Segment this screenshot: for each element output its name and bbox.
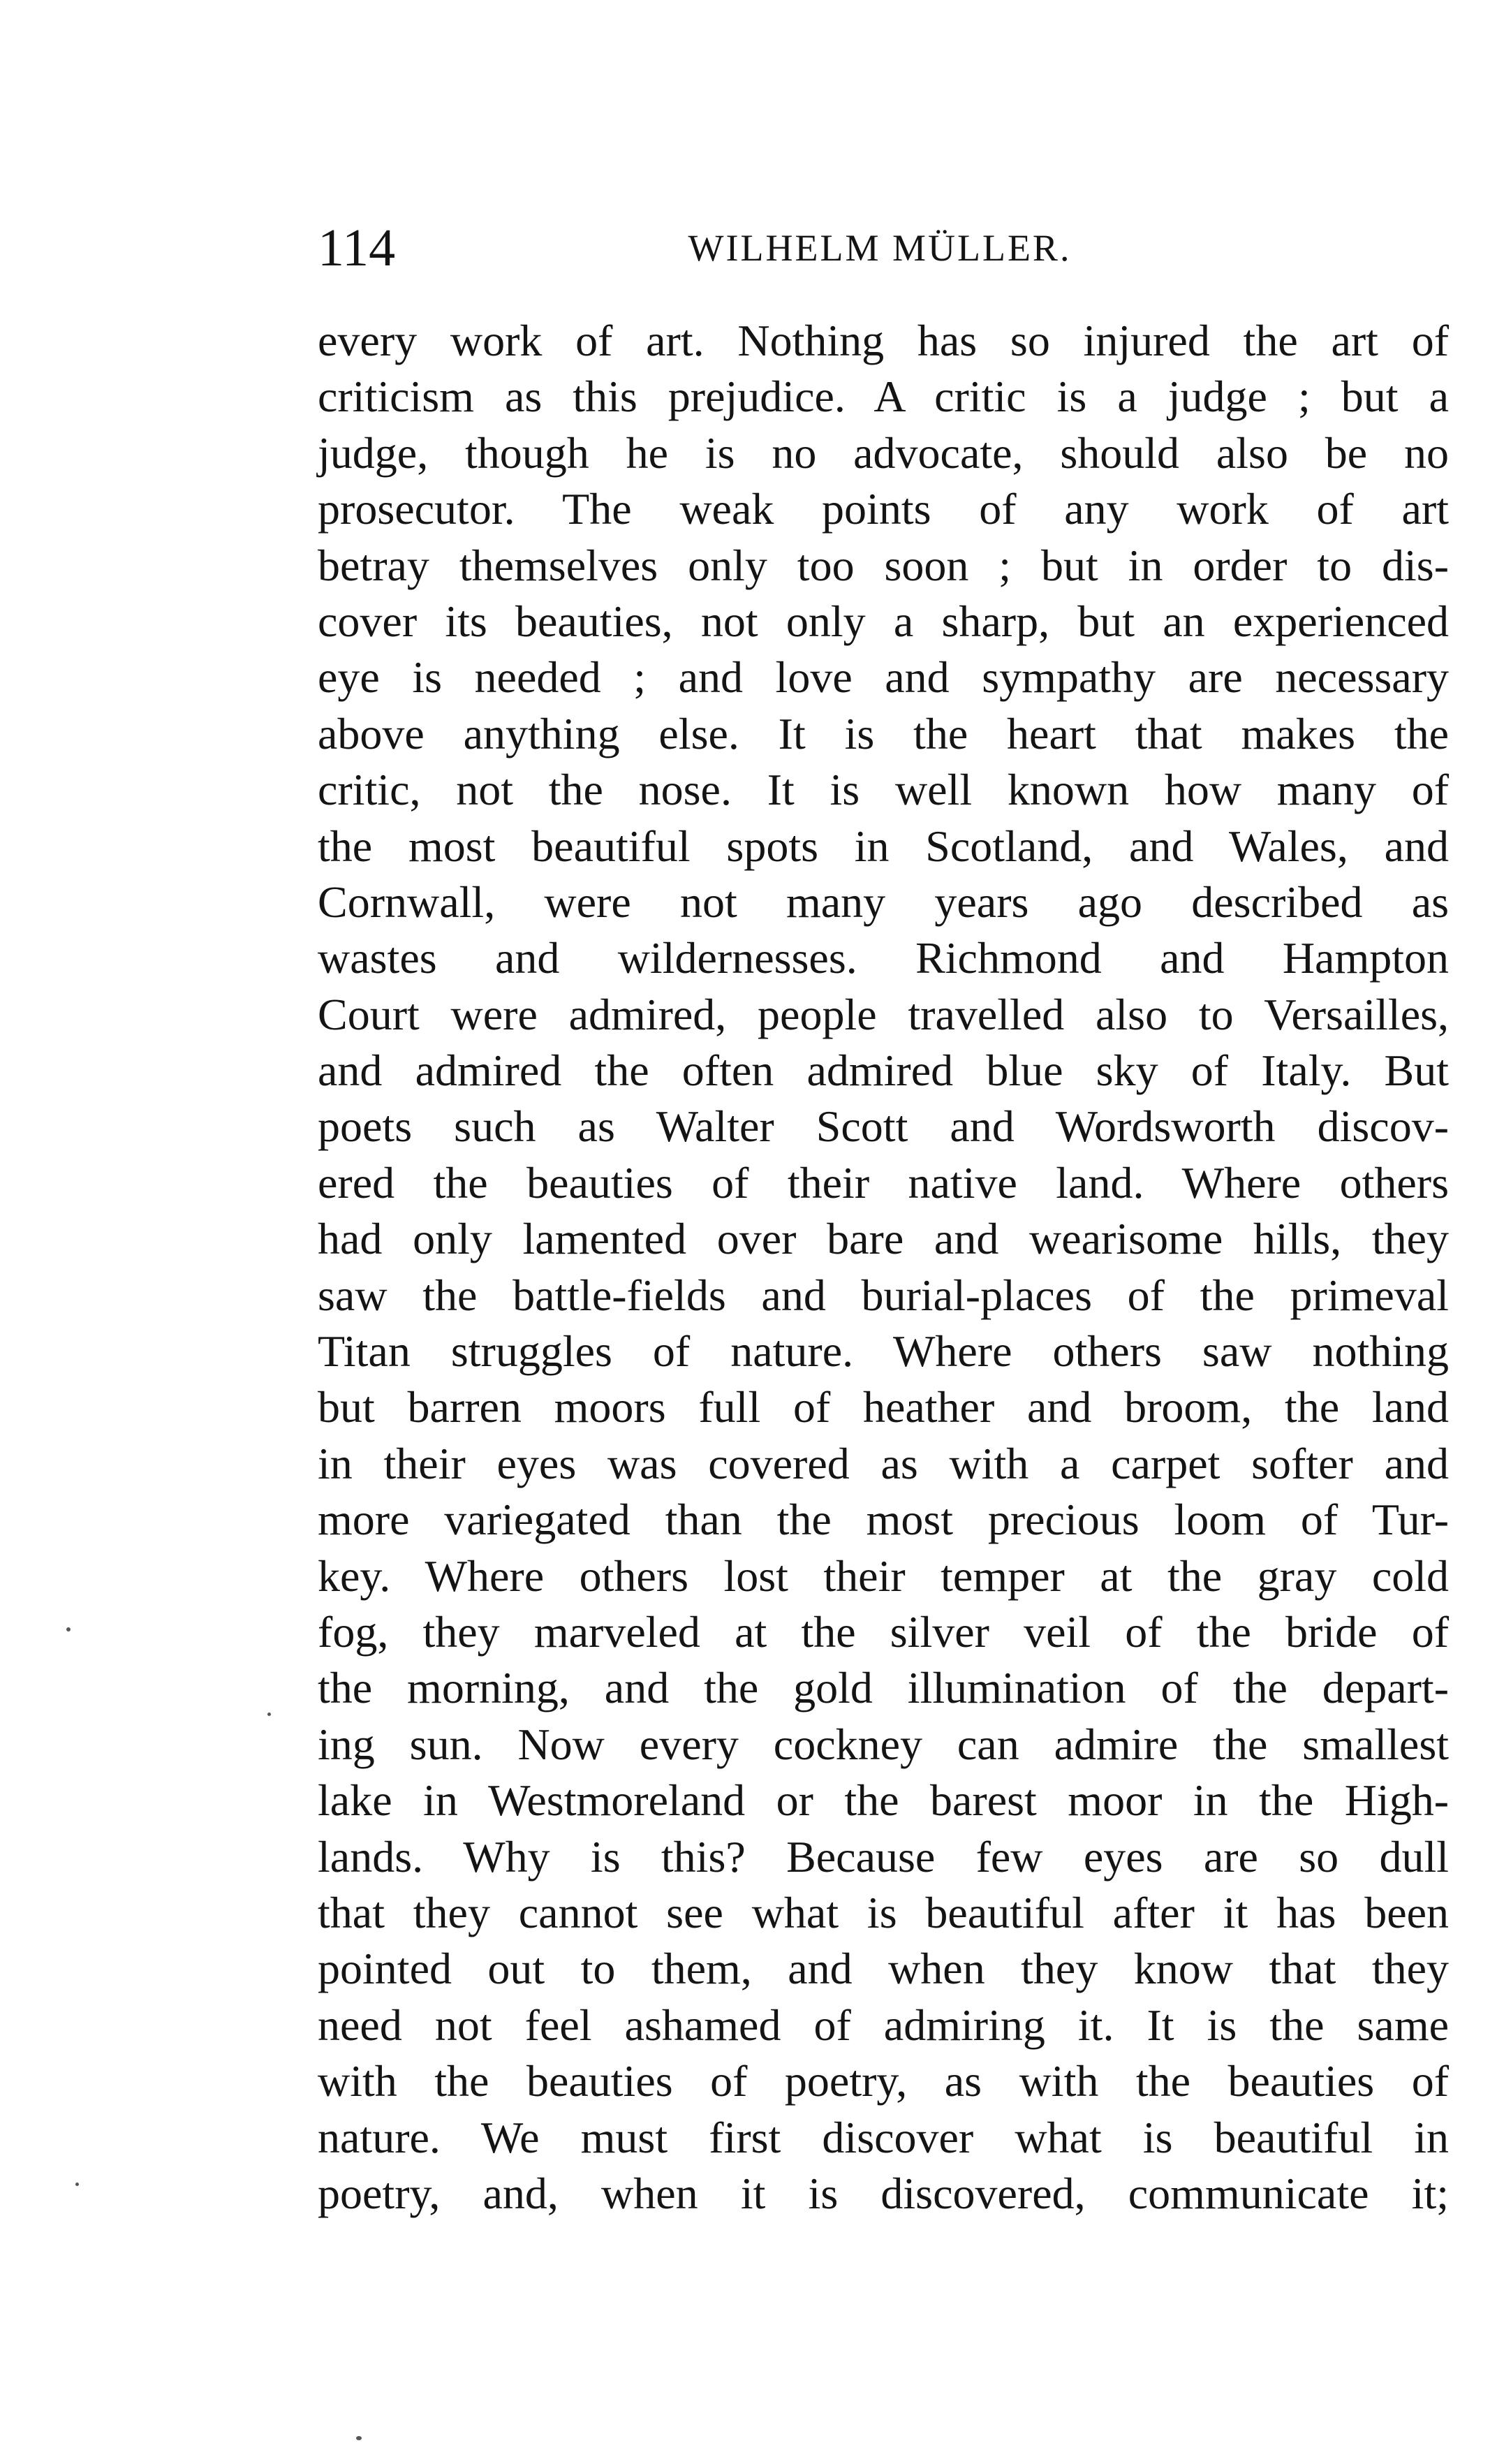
text-line: the morning, and the gold illumination of the depart- [318,1663,1449,1713]
text-line: prosecutor. The weak points of any work of art [318,484,1449,534]
text-line: that they cannot see what is beautiful after it has been [318,1887,1449,1937]
paper-speck [267,1713,271,1716]
paper-speck [75,2183,79,2186]
text-line: judge, though he is no advocate, should also be no [318,427,1449,478]
text-line: more variegated than the most precious loom of Tur- [318,1495,1449,1545]
text-line: saw the battle-fields and burial-places of the primeval [318,1270,1449,1320]
text-line: had only lamented over bare and wearisome hills, they [318,1214,1449,1264]
text-line: above anything else. It is the heart that makes the [318,708,1449,758]
text-line: lake in Westmoreland or the barest moor in the High- [318,1775,1449,1826]
paper-speck [66,1627,71,1631]
text-line: betray themselves only too soon ; but in order to dis- [318,540,1449,590]
paper-speck [356,2436,362,2440]
text-line: lands. Why is this? Because few eyes are so dull [318,1831,1449,1882]
running-title: WILHELM MÜLLER. [688,227,1072,269]
text-line: Cornwall, were not many years ago described as [318,877,1449,927]
text-line: poets such as Walter Scott and Wordsworth discov- [318,1101,1449,1152]
text-line: every work of art. Nothing has so injured the art of [318,316,1449,365]
text-line: in their eyes was covered as with a carpet softer and [318,1438,1449,1488]
text-line: Titan struggles of nature. Where others saw nothing [318,1326,1449,1377]
text-line: but barren moors full of heather and broom, the land [318,1382,1449,1432]
text-line: poetry, and, when it is discovered, communicate it; [318,2168,1449,2218]
text-line: criticism as this prejudice. A critic is a judge ; but a [318,372,1449,422]
text-line: ing sun. Now every cockney can admire the smallest [318,1719,1449,1769]
text-line: key. Where others lost their temper at the gray cold [318,1550,1449,1601]
text-line: pointed out to them, and when they know that they [318,1944,1449,1994]
text-line: with the beauties of poetry, as with the beauties of [318,2056,1449,2106]
text-line: fog, they marveled at the silver veil of the bride of [318,1606,1449,1657]
text-line: cover its beauties, not only a sharp, but an experienced [318,596,1449,646]
page-number: 114 [318,219,396,277]
text-line: wastes and wildernesses. Richmond and Hampton [318,933,1449,983]
text-line: eye is needed ; and love and sympathy are necessary [318,652,1449,703]
text-line: nature. We must first discover what is beautiful in [318,2112,1449,2162]
text-line: ered the beauties of their native land. Where others [318,1157,1449,1208]
text-line: the most beautiful spots in Scotland, and Wales, and [318,821,1449,871]
text-line: need not feel ashamed of admiring it. It is the same [318,2000,1449,2050]
running-head [318,210,1442,286]
text-line: critic, not the nose. It is well known how many of [318,765,1449,815]
text-line: and admired the often admired blue sky of Italy. But [318,1046,1449,1096]
text-line: Court were admired, people travelled also to Versailles, [318,989,1449,1039]
body-text [318,313,1449,2222]
